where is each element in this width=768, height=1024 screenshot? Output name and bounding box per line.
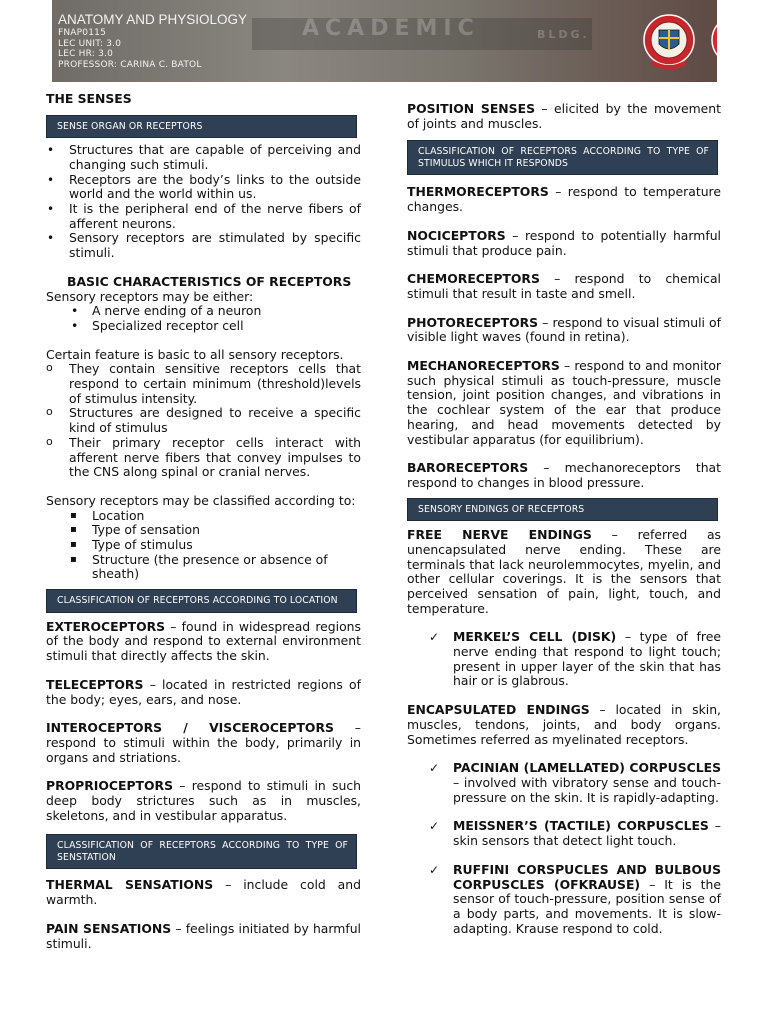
definition: – respond to temperature changes. (407, 184, 721, 215)
pacinian-item (407, 761, 721, 805)
definition: – feelings initiated by harmful stimuli. (46, 920, 361, 951)
photoreceptors-paragraph (407, 316, 721, 345)
definition: – referred as unencapsulated nerve ending. These are terminals that lack neurolemmocytes, myelin, and other cellular coverings. It is the sensors that perceived sensation of pain, light, touch, and temperature. (407, 527, 721, 616)
classified-list (46, 509, 361, 583)
definition: – It is the sensor of touch-pressure, position sense of a body parts, and movements. It is slow-adapting. Krause respond to cold. (453, 876, 721, 936)
definition: – respond to chemical stimuli that result in taste and smell. (407, 271, 721, 301)
definition: – skin sensors that detect light touch. (453, 818, 721, 849)
definition: – respond to potentially harmful stimuli that produce pain. (407, 227, 721, 258)
term: EXTEROCEPTORS (46, 618, 166, 634)
term: BARORECEPTORS (407, 460, 529, 476)
definition: – respond to stimuli within the body, primarily in organs and striations. (46, 720, 361, 765)
definition: – type of free nerve ending that respond to light touch; present in upper layer of the skin that has hair or is glabrous. (453, 629, 721, 689)
interoceptors-paragraph (46, 721, 361, 765)
mechanoreceptors-paragraph (407, 359, 721, 447)
either-intro: Sensory receptors may be either: (46, 288, 254, 304)
thermoreceptors-paragraph (407, 185, 721, 214)
term: RUFFINI CORSPUCLES AND BULBOUS CORPUSCLES (OFKRAUSE) (453, 861, 721, 892)
meissner-item (407, 819, 721, 848)
university-seal-icon (642, 12, 696, 72)
checkmark-icon: ✓ (429, 819, 440, 834)
section-bar-sense-organ: SENSE ORGAN OR RECEPTORS (46, 115, 357, 139)
free-nerve-endings-paragraph (407, 528, 721, 616)
list-item: • Receptors are the body’s links to the outside world and the world within us. (46, 173, 361, 202)
definition: – respond to stimuli in such deep body strictures such as in muscles, skeletons, and in vestibular apparatus. (46, 778, 361, 823)
term: CHEMORECEPTORS (407, 271, 540, 287)
term: MECHANORECEPTORS (407, 358, 560, 374)
pain-sensations-paragraph (46, 922, 361, 951)
list-item: ▪ Type of stimulus (46, 538, 361, 553)
building-sign: ACADEMIC (302, 16, 480, 41)
list-item: o Structures are designed to receive a specific kind of stimulus (46, 406, 361, 435)
definition: – found in widespread regions of the body and respond to external environment stimuli that directly affects the skin. (46, 618, 361, 664)
classified-intro: Sensory receptors may be classified according to: (46, 492, 356, 508)
list-item: o They contain sensitive receptors cells that respond to certain minimum (threshold)levels of stimulus intensity. (46, 362, 361, 406)
feature-intro: Certain feature is basic to all sensory receptors. (46, 346, 344, 362)
term: MERKEL’S CELL (DISK) (453, 629, 617, 645)
either-list (46, 304, 361, 333)
exteroceptors-paragraph (46, 620, 361, 664)
definition: – mechanoreceptors that respond to changes in blood pressure. (407, 460, 721, 490)
right-column (407, 102, 721, 936)
ruffini-item (407, 863, 721, 937)
definition: – located in restricted regions of the body; eyes, ears, and nose. (46, 676, 361, 707)
section-bar-location: CLASSIFICATION OF RECEPTORS ACCORDING TO LOCATION (46, 589, 357, 613)
term: ENCAPSULATED ENDINGS (407, 702, 590, 718)
term: PROPRIOCEPTORS (46, 778, 174, 794)
checkmark-icon: ✓ (429, 761, 440, 776)
term: THERMORECEPTORS (407, 184, 549, 200)
thermal-sensations-paragraph (46, 878, 361, 907)
building-sign-small: BLDG. (537, 28, 590, 41)
professor: PROFESSOR: CARINA C. BATOL (58, 59, 202, 70)
list-item: ▪ Location (46, 509, 361, 524)
definition: – elicited by the movement of joints and muscles. (407, 101, 722, 131)
list-item: o Their primary receptor cells interact with afferent nerve fibers that convey impulses to the CNS along spinal or cranial nerves. (46, 436, 361, 480)
list-item: • A nerve ending of a neuron (46, 304, 361, 319)
merkel-cell-item (407, 630, 721, 689)
basic-characteristics-heading: BASIC CHARACTERISTICS OF RECEPTORS (67, 273, 352, 289)
left-column (46, 88, 361, 951)
term: NOCICEPTORS (407, 227, 506, 243)
term: PAIN SENSATIONS (46, 920, 172, 936)
list-item: ▪ Structure (the presence or absence of sheath) (46, 553, 361, 582)
term: PHOTORECEPTORS (407, 314, 539, 330)
section-bar-sensory-endings: SENSORY ENDINGS OF RECEPTORS (407, 498, 718, 522)
feature-list (46, 362, 361, 480)
chemoreceptors-paragraph (407, 272, 721, 301)
definition: – located in skin, muscles, tendons, joints, and body organs. Sometimes referred as myelinated receptors. (407, 702, 721, 747)
position-senses-paragraph (407, 102, 721, 131)
term: MEISSNER’S (TACTILE) CORPUSCLES (453, 818, 709, 834)
definition: – respond to visual stimuli of visible light waves (found in retina). (407, 314, 721, 345)
list-item: • Specialized receptor cell (46, 319, 361, 334)
encapsulated-endings-paragraph (407, 703, 721, 747)
term: TELECEPTORS (46, 676, 144, 692)
list-item: • Structures that are capable of perceiving and changing such stimuli. (46, 143, 361, 172)
page-title: THE SENSES (46, 91, 132, 106)
term: THERMAL SENSATIONS (46, 877, 214, 893)
course-info (58, 12, 247, 70)
section-bar-stimulus: CLASSIFICATION OF RECEPTORS ACCORDING TO TYPE OF STIMULUS WHICH IT RESPONDS (407, 140, 718, 175)
baroreceptors-paragraph (407, 461, 721, 490)
header-banner (52, 0, 717, 82)
lec-hr: LEC HR: 3.0 (58, 49, 113, 59)
term: PACINIAN (LAMELLATED) CORPUSCLES (453, 760, 721, 776)
lec-unit: LEC UNIT: 3.0 (58, 38, 122, 49)
course-code: FNAP0115 (58, 28, 106, 38)
nociceptors-paragraph (407, 229, 721, 258)
term: INTEROCEPTORS / VISCEROCEPTORS (46, 720, 334, 736)
definition: – include cold and warmth. (46, 877, 361, 908)
checkmark-icon: ✓ (429, 630, 440, 645)
checkmark-icon: ✓ (429, 862, 440, 877)
college-seal-icon (710, 12, 717, 72)
list-item: ▪ Type of sensation (46, 523, 361, 538)
term: FREE NERVE ENDINGS (407, 527, 592, 543)
definition: – involved with vibratory sense and touch-pressure on the skin. It is rapidly-adapting. (453, 775, 721, 805)
course-title: ANATOMY AND PHYSIOLOGY (58, 12, 248, 27)
teleceptors-paragraph (46, 678, 361, 707)
definition: – respond to and monitor such physical stimuli as touch-pressure, muscle tension, joint position changes, and vibrations in the cochlear system of the ear that produce hearing, and head movements detected by vestibular apparatus (for equilibrium). (407, 358, 721, 447)
sense-organ-list (46, 143, 361, 261)
proprioceptors-paragraph (46, 779, 361, 823)
section-bar-sensation: CLASSIFICATION OF RECEPTORS ACCORDING TO TYPE OF SENSTATION (46, 834, 357, 869)
term: POSITION SENSES (407, 101, 535, 116)
list-item: • It is the peripheral end of the nerve fibers of afferent neurons. (46, 202, 361, 231)
list-item: • Sensory receptors are stimulated by specific stimuli. (46, 231, 361, 260)
